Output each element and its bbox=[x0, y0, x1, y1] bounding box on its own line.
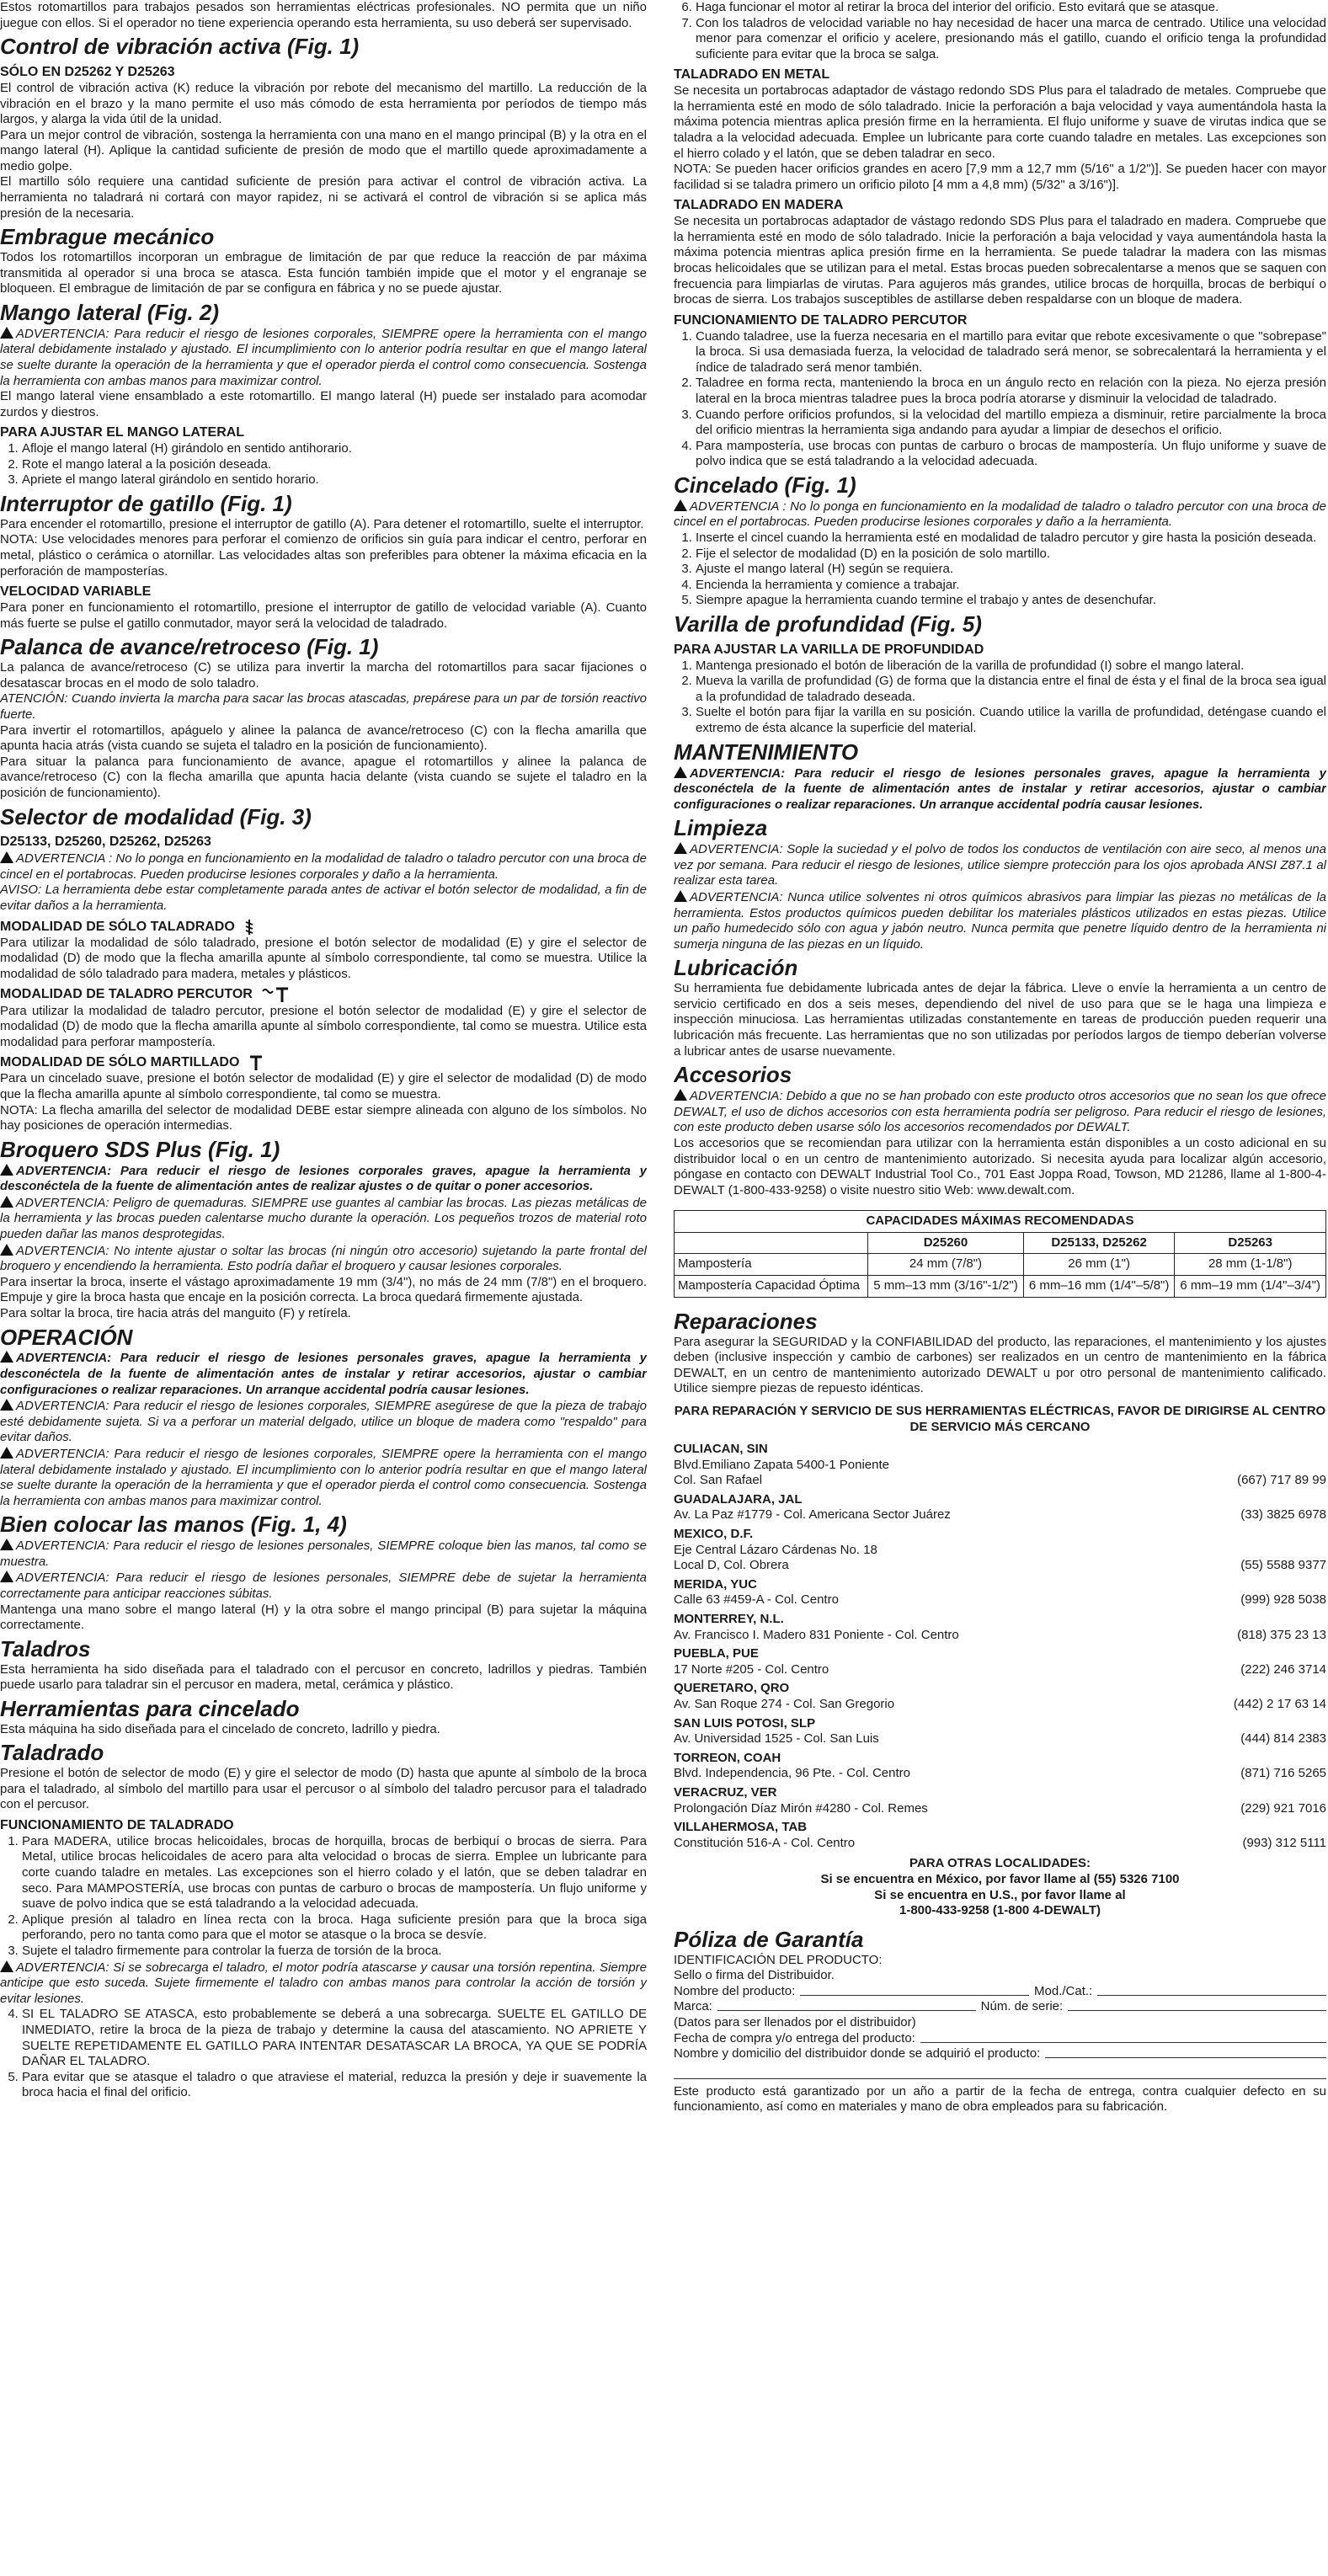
service-center-phone: (55) 5588 9377 bbox=[1240, 1558, 1326, 1573]
service-center-phone: (667) 717 89 99 bbox=[1237, 1473, 1326, 1488]
list-item: 3. Sujete el taladro firmemente para controlar la fuerza de torsión de la broca. bbox=[22, 1944, 647, 1960]
service-center-city: VILLAHERMOSA, TAB bbox=[674, 1820, 808, 1835]
capacity-table bbox=[674, 1210, 1326, 1297]
left-column bbox=[0, 0, 647, 2576]
service-center-address: Blvd. Independencia, 96 Pte. - Col. Centro bbox=[674, 1766, 911, 1781]
depth-rod-subtitle: PARA AJUSTAR LA VARILLA DE PROFUNDIDAD bbox=[674, 642, 984, 657]
list-item: 1. Para MADERA, utilice brocas helicoidales, brocas de horquilla, brocas de berbiquí o brocas de sierra. Para Metal, utilice brocas helicoidales de acero para alta velocidad o brocas de sierra. Emplee un lubricante para corte cuando taladre en metales. Las excepciones son el hierro colado y el latón, que se deben taladrar en seco. Para MAMPOSTERÍA, use brocas con puntas de carburo o brocas de mampostería. Un flujo uniforme y suave de polvo indica que se está taladrando a la velocidad adecuada. bbox=[22, 1834, 647, 1912]
right-column bbox=[674, 0, 1326, 2576]
service-center bbox=[674, 1681, 1326, 1712]
metal-p1: Se necesita un portabrocas adaptador de vástago redondo SDS Plus para el taladrado de metales. Compruebe que la herramienta esté en modo de sólo taladrado. Inicie la perforación a baja velocidad y vaya aumentándola hasta la máxima potencia mientras aplica presión firme en la herramienta. El flujo uniforme y suave de virutas indica que se taladra a la velocidad adecuada. Emplee un lubricante para corte cuando taladre en metales. Las excepciones son el hierro colado y el latón, que se deben taladrar en seco. bbox=[674, 83, 1326, 161]
warranty-footer: Este producto está garantizado por un año a partir de la fecha de entrega, contra cualquier defecto en su funcionamiento, así como en materiales y mano de obra empleados para su fabricación. bbox=[674, 2083, 1326, 2115]
service-center-phone: (222) 246 3714 bbox=[1240, 1661, 1326, 1677]
service-center-address: Local D, Col. Obrera bbox=[674, 1558, 789, 1573]
intro-paragraph: Estos rotomartillos para trabajos pesados son herramientas eléctricas profesionales. NO permita que un niño juegue con ellos. Si el operador no tiene experiencia operando esta herramienta, su uso deberá ser supervisado. bbox=[0, 0, 647, 30]
warning-icon bbox=[0, 1196, 13, 1208]
warning-icon bbox=[674, 842, 687, 854]
field-label: Nombre del producto: bbox=[674, 1983, 796, 1998]
service-center-address: Av. La Paz #1779 - Col. Americana Sector Juárez bbox=[674, 1507, 951, 1523]
drilling-subtitle: FUNCIONAMIENTO DE TALADRADO bbox=[0, 1818, 234, 1833]
side-handle-p1: El mango lateral viene ensamblado a este rotomartillo. El mango lateral (H) puede ser instalado para acomodar zurdos y diestros. bbox=[0, 389, 647, 419]
accessories-warning: ADVERTENCIA: Debido a que no se han probado con este producto otros accesorios que no sean los que ofrece DEWALT, el uso de dichos accesorios con esta herramienta podría ser peligroso. Para reducir el riesgo de lesiones, con este producto deben usarse sólo los accesorios recomendados por DEWALT. bbox=[674, 1089, 1326, 1135]
product-name-field[interactable] bbox=[800, 1984, 1029, 1996]
repairs-p1: Para asegurar la SEGURIDAD y la CONFIABILIDAD del producto, las reparaciones, el mantenimiento y los ajustes deben (inclusive inspección y cambio de carbones) ser realizados en un centro de mantenimiento en la fábrica DEWALT, en un centro de mantenimiento autorizado DEWALT u por otro personal de mantenimiento calificado. Utilice siempre piezas de repuesto idénticas. bbox=[674, 1334, 1326, 1396]
service-center bbox=[674, 1785, 1326, 1816]
service-center-city: MEXICO, D.F. bbox=[674, 1527, 754, 1542]
list-item: 1. Afloje el mango lateral (H) girándolo en sentido antihorario. bbox=[22, 441, 647, 457]
trigger-title: Interruptor de gatillo (Fig. 1) bbox=[0, 490, 292, 516]
warranty-note: (Datos para ser llenados por el distribuidor) bbox=[674, 2015, 916, 2029]
repairs-heading: PARA REPARACIÓN Y SERVICIO DE SUS HERRAMIENTAS ELÉCTRICAS, FAVOR DE DIRIGIRSE AL CENTRO DE SERVICIO MÁS CERCANO bbox=[674, 1403, 1326, 1434]
service-center-list bbox=[674, 1442, 1326, 1851]
service-center-address: 17 Norte #205 - Col. Centro bbox=[674, 1661, 829, 1677]
service-center-phone: (999) 928 5038 bbox=[1240, 1592, 1326, 1608]
list-item: 4. Encienda la herramienta y comience a trabajar. bbox=[696, 578, 1326, 594]
warning-icon bbox=[0, 1960, 13, 1972]
hammer-drill-op-title: FUNCIONAMIENTO DE TALADRO PERCUTOR bbox=[674, 312, 968, 328]
hands-p1: Mantenga una mano sobre el mango lateral (H) y la otra sobre el mango principal (B) para sujetar la máquina correctamente. bbox=[0, 1602, 647, 1633]
table-cell: 26 mm (1") bbox=[1023, 1254, 1175, 1276]
warning-icon bbox=[0, 851, 13, 863]
warning-icon bbox=[0, 1399, 13, 1411]
list-item: 3. Apriete el mango lateral girándolo en sentido horario. bbox=[22, 472, 647, 488]
table-cell: 5 mm–13 mm (3/16"-1/2") bbox=[868, 1276, 1024, 1298]
service-center-city: VERACRUZ, VER bbox=[674, 1784, 777, 1800]
cleaning-title: Limpieza bbox=[674, 815, 768, 841]
mode-note: NOTA: La flecha amarilla del selector de modalidad DEBE estar siempre alineada con alguno de los símbolos. No hay posiciones de operación intermedias. bbox=[0, 1102, 647, 1133]
other-us: Si se encuentra en U.S., por favor llame al bbox=[874, 1887, 1126, 1902]
chuck-insert: Para insertar la broca, inserte el vástago aproximadamente 19 mm (3/4"), no más de 24 mm (7/8") en el broquero. Empuje y gire la broca hasta que encaje en la posición correcta. La broca quedará firmemente ajustada. bbox=[0, 1274, 647, 1305]
table-cell: 6 mm–16 mm (1/4"–5/8") bbox=[1023, 1276, 1175, 1298]
distributor-field[interactable] bbox=[1045, 2046, 1326, 2058]
reverse-p2: Para invertir el rotomartillos, apáguelo y alinee la palanca de avance/retroceso (C) con la flecha amarilla que apunta hacia atrás (vista cuando se sujeta el taladro en la posición de funcionamiento). bbox=[0, 723, 647, 754]
drilling-steps-cont bbox=[22, 2007, 647, 2101]
drilling-title: Taladrado bbox=[0, 1740, 104, 1766]
operation-warning-1: ADVERTENCIA: Para reducir el riesgo de lesiones personales graves, apague la herramienta y desconéctela de la fuente de alimentación antes de instalar y retirar accesorios, ajustar o cambiar configuraciones o realizar reparaciones. Un arranque accidental podría causar lesiones. bbox=[0, 1351, 647, 1397]
drill-mode-title: MODALIDAD DE SÓLO TALADRADO bbox=[0, 919, 235, 934]
service-center-city: SAN LUIS POTOSI, SLP bbox=[674, 1715, 816, 1731]
warning-icon bbox=[0, 1539, 13, 1550]
list-item: 6. Haga funcionar el motor al retirar la broca del interior del orificio. Esto evitará que se atasque. bbox=[696, 0, 1326, 16]
chuck-warning-2: ADVERTENCIA: Peligro de quemaduras. SIEMPRE use guantes al cambiar las brocas. Las piezas metálicas de la herramienta y las brocas pueden calentarse mucho durante la operación. Los pequeños trozos de material roto pueden dañar las manos desprotegidas. bbox=[0, 1195, 647, 1241]
list-item: 2. Taladree en forma recta, manteniendo la broca en un ángulo recto en relación con la pieza. No ejerza presión lateral en la broca mientras taladree pues la broca podría atorarse y disminuir la velocidad de taladrado. bbox=[696, 376, 1326, 407]
list-item: 1. Cuando taladree, use la fuerza necesaria en el martillo para evitar que rebote excesivamente o que "sobrepase" la broca. Si usa demasiada fuerza, la velocidad de taladrado será menor, se sobrecalentará la herramienta y el índice de taladrado será menor también. bbox=[696, 329, 1326, 376]
chuck-title: Broquero SDS Plus (Fig. 1) bbox=[0, 1136, 280, 1162]
mode-warning: ADVERTENCIA : No lo ponga en funcionamiento en la modalidad de taladro o taladro percutor con una broca de cincel en el portabrocas. Pueden producirse lesiones corporales y daño a la herramienta. bbox=[0, 851, 647, 882]
list-item: 1. Mantenga presionado el botón de liberación de la varilla de profundidad (I) sobre el mango lateral. bbox=[696, 659, 1326, 675]
other-us-phone: 1-800-433-9258 (1-800 4-DEWALT) bbox=[899, 1903, 1101, 1918]
hammer-drill-steps bbox=[696, 329, 1326, 470]
service-center-address: Calle 63 #459-A - Col. Centro bbox=[674, 1592, 839, 1608]
chuck-warning-3: ADVERTENCIA: No intente ajustar o soltar las brocas (ni ningún otro accesorio) sujetando la parte frontal del broquero y encendiendo la herramienta. Esto podría dañar el broquero y causar lesiones corporales. bbox=[0, 1243, 647, 1274]
service-center bbox=[674, 1820, 1326, 1851]
reverse-caution: ATENCIÓN: Cuando invierta la marcha para sacar las brocas atascadas, prepárese para un par de torsión reactivo fuerte. bbox=[0, 691, 647, 722]
service-center bbox=[674, 1612, 1326, 1643]
table-row bbox=[675, 1254, 1326, 1276]
service-center-city: TORREON, COAH bbox=[674, 1750, 781, 1765]
service-center bbox=[674, 1492, 1326, 1523]
trigger-p1: Para encender el rotomartillo, presione el interruptor de gatillo (A). Para detener el rotomartillo, suelte el interruptor. bbox=[0, 516, 644, 531]
list-item: 5. Siempre apague la herramienta cuando termine el trabajo y antes de desenchufar. bbox=[696, 593, 1326, 609]
list-item: 2. Aplique presión al taladro en línea recta con la broca. Haga suficiente presión para que la broca siga perforando, pero no tanta como para que el motor se atasque o la broca se desvíe. bbox=[22, 1912, 647, 1944]
other-locations: PARA OTRAS LOCALIDADES: bbox=[909, 1856, 1091, 1871]
reverse-p1: La palanca de avance/retroceso (C) se utiliza para invertir la marcha del rotomartillos para sacar fijaciones o desatascar brocas en el modo de solo taladro. bbox=[0, 660, 647, 691]
service-center-address: Av. Universidad 1525 - Col. San Luis bbox=[674, 1731, 879, 1747]
drill-mode-p: Para utilizar la modalidad de sólo taladrado, presione el botón selector de modalidad (E) y gire el selector de modalidad (D) de modo que la flecha amarilla apunte al símbolo correspondiente, tal como se muestra. Utilice la modalidad de sólo taladrado para madera, metales y plásticos. bbox=[0, 935, 647, 981]
warning-icon bbox=[0, 327, 13, 339]
operation-title: OPERACIÓN bbox=[0, 1324, 133, 1350]
service-center-city: MERIDA, YUC bbox=[674, 1576, 757, 1592]
variable-speed-subtitle: VELOCIDAD VARIABLE bbox=[0, 584, 152, 600]
depth-rod-steps bbox=[696, 659, 1326, 737]
list-item: 5. Para evitar que se atasque el taladro o que atraviese el material, reduzca la presión y deje ir suavemente la broca hacia el final del orificio. bbox=[22, 2070, 647, 2101]
hammer-drill-mode-p: Para utilizar la modalidad de taladro percutor, presione el botón selector de modalidad (E) y gire el selector de modalidad (D) de modo que la flecha amarilla apunte al símbolo correspondiente, tal como se muestra. Utilice esta modalidad para perforar mampostería. bbox=[0, 1003, 647, 1049]
drill-bit-icon bbox=[243, 919, 255, 936]
field-label: Marca: bbox=[674, 1999, 712, 2014]
lubrication-p1: Su herramienta fue debidamente lubricada antes de dejar la fábrica. Lleve o envíe la herramienta a un centro de servicio certificado en dos a seis meses, dependiendo del nivel de uso para que se le haga una limpieza e inspección minuciosa. Las herramientas utilizadas constantemente en tareas de producción pueden requerir una lubricación más frecuente. Las herramientas que no son utilizadas por períodos largos de tiempo deberían volverse a lubricar antes de usarse nuevamente. bbox=[674, 981, 1326, 1059]
list-item: 1. Inserte el cincel cuando la herramienta esté en modalidad de taladro percutor y gire hasta la posición deseada. bbox=[696, 531, 1326, 547]
chiseling-steps bbox=[696, 531, 1326, 609]
service-center-phone: (871) 716 5265 bbox=[1240, 1766, 1326, 1781]
list-item: 2. Rote el mango lateral a la posición deseada. bbox=[22, 457, 647, 473]
table-header: D25133, D25262 bbox=[1023, 1232, 1175, 1254]
service-center bbox=[674, 1442, 1326, 1489]
service-center-phone: (818) 375 23 13 bbox=[1237, 1627, 1326, 1642]
warning-icon bbox=[0, 1571, 13, 1582]
list-item: 2. Mueva la varilla de profundidad (G) de forma que la distancia entre el final de ésta y el final de la broca sea igual a la profundidad de taladrado deseada. bbox=[696, 674, 1326, 705]
service-center bbox=[674, 1646, 1326, 1677]
chiseling-title: Cincelado (Fig. 1) bbox=[674, 472, 856, 498]
lubrication-title: Lubricación bbox=[674, 955, 798, 981]
service-center-address: Blvd.Emiliano Zapata 5400-1 Poniente bbox=[674, 1457, 889, 1472]
service-center-phone: (442) 2 17 63 14 bbox=[1233, 1697, 1326, 1712]
service-center-phone: (229) 921 7016 bbox=[1240, 1800, 1326, 1816]
purchase-date-field[interactable] bbox=[920, 2031, 1326, 2043]
hammer-drill-icon bbox=[261, 986, 290, 1003]
chisel-tools-title: Herramientas para cincelado bbox=[0, 1695, 300, 1721]
other-mexico: Si se encuentra en México, por favor llame al (55) 5326 7100 bbox=[820, 1871, 1180, 1886]
trigger-note: NOTA: Use velocidades menores para perforar el comienzo de orificios sin guía para indicar el centro, perforar en metal, plástico o cerámica o atornillar. Las velocidades altas son preferibles para obtener la máxima eficacia en la perforación de mamposterías. bbox=[0, 532, 647, 579]
drilling-warning: ADVERTENCIA: Si se sobrecarga el taladro, el motor podría atascarse y causar una torsión repentina. Siempre anticipe que esto suceda. Sujete firmemente el taladro con ambas manos para controlar la acción de torsión y evitar lesiones. bbox=[0, 1960, 647, 2006]
warning-icon bbox=[674, 766, 687, 778]
hammer-only-mode-p: Para un cincelado suave, presione el botón selector de modalidad (E) y gire el selector de modalidad (D) de modo que la flecha amarilla apunte al símbolo correspondiente, tal como se muestra. bbox=[0, 1071, 647, 1101]
warranty-title: Póliza de Garantía bbox=[674, 1926, 864, 1952]
clutch-p1: Todos los rotomartillos incorporan un embrague de limitación de par que reduce la reacción de par máxima transmitida al operador si una broca se atasca. Esta función también impide que el motor y el engranaje se bloqueen. El embrague de limitación de par se configura en fábrica y no se puede ajustar. bbox=[0, 250, 647, 296]
hands-warning-1: ADVERTENCIA: Para reducir el riesgo de lesiones personales, SIEMPRE coloque bien las manos, tal como se muestra. bbox=[0, 1539, 647, 1569]
service-center-city: GUADALAJARA, JAL bbox=[674, 1491, 803, 1507]
list-item: 4. Para mampostería, use brocas con puntas de carburo o brocas de mampostería. Un flujo uniforme y suave de polvo indica que se está taladrando a la velocidad adecuada. bbox=[696, 439, 1326, 470]
warning-icon bbox=[674, 499, 687, 511]
repairs-title: Reparaciones bbox=[674, 1308, 818, 1334]
warning-icon bbox=[0, 1447, 13, 1459]
service-center-phone: (33) 3825 6978 bbox=[1240, 1507, 1326, 1523]
field-label: Nombre y domicilio del distribuidor donde se adquirió el producto: bbox=[674, 2046, 1041, 2061]
list-item: 7. Con los taladros de velocidad variable no hay necesidad de hacer una marca de centrado. Utilice una velocidad menor para comenzar el orificio y acelere, presionando más el gatillo, cuando el orificio tenga la profundidad suficiente para evitar que la broca se salga. bbox=[696, 16, 1326, 63]
model-field[interactable] bbox=[1097, 1984, 1326, 1996]
warning-icon bbox=[0, 1164, 13, 1176]
service-center-city: MONTERREY, N.L. bbox=[674, 1612, 784, 1627]
reverse-title: Palanca de avance/retroceso (Fig. 1) bbox=[0, 634, 379, 660]
warning-icon bbox=[0, 1244, 13, 1256]
operation-warning-3: ADVERTENCIA: Para reducir el riesgo de lesiones corporales, SIEMPRE opere la herramienta con el mango lateral debidamente instalado y ajustado. El incumplimiento con lo anterior podría resultar en que el mango lateral se suelte durante la operación de la herramienta y que el operador pierda el control como consecuencia. Sostenga la herramienta con ambas manos para maximizar control. bbox=[0, 1447, 647, 1508]
drilling-p1: Presione el botón de selector de modo (E) y gire el selector de modo (D) hasta que apunte al símbolo de la broca para el taladrado, al símbolo del martillo para usar el percusor o al símbolo del taladro percusor para el taladrado con el percusor. bbox=[0, 1766, 647, 1812]
chisel-tools-p1: Esta máquina ha sido diseñada para el cincelado de concreto, ladrillo y piedra. bbox=[0, 1721, 440, 1736]
vibration-p2: Para un mejor control de vibración, sostenga la herramienta con una mano en el mango principal (B) y la otra en el mango lateral (H). Aplique la cantidad suficiente de presión de modo que el martillo quede aproximadamente a medio golpe. bbox=[0, 127, 647, 173]
drilling-steps bbox=[22, 1834, 647, 1960]
vibration-p1: El control de vibración activa (K) reduce la vibración por rebote del mecanismo del martillo. La reducción de la vibración en el brazo y la mano permite el uso más cómodo de esta herramienta por períodos de tiempo más largos, y alarga la vida útil de la unidad. bbox=[0, 80, 647, 127]
maintenance-warning: ADVERTENCIA: Para reducir el riesgo de lesiones personales graves, apague la herramienta y desconéctela de la fuente de alimentación antes de instalar y retirar accesorios, ajustar o cambiar configuraciones o realizar reparaciones. Un arranque accidental podría causar lesiones. bbox=[674, 765, 1326, 812]
metal-note: NOTA: Se pueden hacer orificios grandes en acero [7,9 mm a 12,7 mm (5/16" a 1/2")]. Se pueden hacer con mayor facilidad si se taladra primero un orificio piloto [4 mm a 4,8 mm) (5/32" a 3/16")]. bbox=[674, 162, 1326, 192]
wood-title: TALADRADO EN MADERA bbox=[674, 198, 844, 213]
depth-rod-title: Varilla de profundidad (Fig. 5) bbox=[674, 611, 982, 637]
list-item: 3. Cuando perfore orificios profundos, si la velocidad del martillo empieza a disminuir, retire parcialmente la broca del orificio mientras la herramienta siga andando para ayudar a limpiar de desechos el orificio. bbox=[696, 408, 1326, 439]
warranty-id: IDENTIFICACIÓN DEL PRODUCTO: bbox=[674, 1952, 883, 1967]
service-center-address: Constitución 516-A - Col. Centro bbox=[674, 1835, 856, 1850]
mode-selector-models: D25133, D25260, D25262, D25263 bbox=[0, 835, 211, 850]
service-center-city: CULIACAN, SIN bbox=[674, 1442, 768, 1457]
metal-title: TALADRADO EN METAL bbox=[674, 67, 830, 83]
warranty-seal: Sello o firma del Distribuidor. bbox=[674, 1968, 835, 1983]
hammer-only-mode-title: MODALIDAD DE SÓLO MARTILLADO bbox=[0, 1055, 240, 1070]
serial-field[interactable] bbox=[1068, 1999, 1326, 2011]
side-handle-subtitle: PARA AJUSTAR EL MANGO LATERAL bbox=[0, 425, 245, 440]
reverse-p3: Para situar la palanca para funcionamiento de avance, apague el rotomartillos y alinee la palanca de avance/retroceso (C) con la flecha amarilla que apunta hacia delante (vista cuando se sujete el taladro en la posición de funcionamiento). bbox=[0, 754, 647, 800]
table-cell: Mampostería Capacidad Óptima bbox=[675, 1276, 868, 1298]
chiseling-warning: ADVERTENCIA : No lo ponga en funcionamiento en la modalidad de taladro o taladro percutor con una broca de cincel en el portabrocas. Pueden producirse lesiones corporales y daño a la herramienta. bbox=[674, 499, 1326, 530]
drilling-steps-cont-2 bbox=[696, 0, 1326, 62]
side-handle-steps bbox=[22, 441, 647, 488]
maintenance-title: MANTENIMIENTO bbox=[674, 739, 859, 765]
field-label: Mod./Cat.: bbox=[1034, 1983, 1093, 1998]
distributor-field-2[interactable] bbox=[674, 2067, 1326, 2079]
service-center bbox=[674, 1751, 1326, 1782]
service-center-phone: (993) 312 5111 bbox=[1242, 1835, 1326, 1850]
service-center-address: Eje Central Lázaro Cárdenas No. 18 bbox=[674, 1542, 877, 1557]
service-center-address: Prolongación Díaz Mirón #4280 - Col. Remes bbox=[674, 1800, 928, 1816]
drills-p1: Esta herramienta ha sido diseñada para el taladrado con el percusor en concreto, ladrillos y piedras. También puede usarlo para taladrar sin el percusor en madera, metal, cerámica y plástico. bbox=[0, 1661, 647, 1693]
brand-field[interactable] bbox=[717, 1999, 976, 2011]
service-center bbox=[674, 1577, 1326, 1608]
warning-icon bbox=[674, 890, 687, 902]
table-cell: Mampostería bbox=[675, 1254, 868, 1276]
service-center bbox=[674, 1527, 1326, 1574]
hands-warning-2: ADVERTENCIA: Para reducir el riesgo de lesiones personales, SIEMPRE debe de sujetar la herramienta correctamente para anticipar reacciones súbitas. bbox=[0, 1571, 647, 1602]
service-center-phone: (444) 814 2383 bbox=[1240, 1731, 1326, 1747]
hammer-drill-mode-title: MODALIDAD DE TALADRO PERCUTOR bbox=[0, 987, 253, 1002]
list-item: 4. SI EL TALADRO SE ATASCA, esto probablemente se deberá a una sobrecarga. SUELTE EL GATILLO DE INMEDIATO, retire la broca de la pieza de trabajo y determine la causa del atascamiento. NO APRIETE Y SUELTE REPETIDAMENTE EL GATILLO PARA INTENTAR DESATASCAR LA BROCA, YA QUE SE PODRÍA DAÑAR EL TALADRO. bbox=[22, 2007, 647, 2069]
drills-title: Taladros bbox=[0, 1635, 91, 1661]
table-header: D25263 bbox=[1175, 1232, 1326, 1254]
list-item: 2. Fije el selector de modalidad (D) en la posición de solo martillo. bbox=[696, 547, 1326, 563]
table-cell: 6 mm–19 mm (1/4"–3/4") bbox=[1175, 1276, 1326, 1298]
table-header: D25260 bbox=[868, 1232, 1024, 1254]
hammer-icon bbox=[248, 1054, 264, 1071]
clutch-title: Embrague mecánico bbox=[0, 224, 215, 250]
capacity-table-title: CAPACIDADES MÁXIMAS RECOMENDADAS bbox=[675, 1211, 1326, 1233]
side-handle-title: Mango lateral (Fig. 2) bbox=[0, 299, 220, 325]
vibration-p3: El martillo sólo requiere una cantidad suficiente de presión para activar el control de vibración activa. La herramienta no taladrará ni cortará con mayor rapidez, ni se activará el control de vibración si se aplica más presión de la necesaria. bbox=[0, 174, 647, 221]
wood-p1: Se necesita un portabrocas adaptador de vástago redondo SDS Plus para el taladrado en madera. Compruebe que la herramienta esté en modo de sólo taladrado. Inicie la perforación a baja velocidad y vaya aumentándola hasta la máxima potencia mientras aplica presión firme en la herramienta. Se puede taladrar la madera con las mismas brocas helicoidales que se utilizan para el metal. Estas brocas pueden sobrecalentarse a menos que se saquen con frecuencia para limpiarlas de virutas. Para agujeros más grandes, utilice brocas de horquilla, brocas de berbiquí o brocas de sierra. Los trabajos susceptibles de astillarse deben respaldarse con un bloque de madera. bbox=[674, 214, 1326, 307]
accessories-title: Accesorios bbox=[674, 1062, 792, 1088]
mode-selector-title: Selector de modalidad (Fig. 3) bbox=[0, 803, 312, 829]
mode-notice: AVISO: La herramienta debe estar completamente parada antes de activar el botón selector de modalidad, a fin de evitar daños a la herramienta. bbox=[0, 883, 647, 913]
trigger-p2: Para poner en funcionamiento el rotomartillo, presione el interruptor de gatillo de velocidad variable (A). Cuanto más fuerte se pulse el gatillo conmutador, mayor será la velocidad de taladrado. bbox=[0, 600, 647, 631]
chuck-release: Para soltar la broca, tire hacia atrás del manguito (F) y retírela. bbox=[0, 1305, 351, 1320]
table-cell: 24 mm (7/8") bbox=[868, 1254, 1024, 1276]
service-center-address: Av. San Roque 274 - Col. San Gregorio bbox=[674, 1697, 895, 1712]
list-item: 3. Ajuste el mango lateral (H) según se requiera. bbox=[696, 562, 1326, 578]
cleaning-warning-2: ADVERTENCIA: Nunca utilice solventes ni otros químicos abrasivos para limpiar las piezas no metálicas de la herramienta. Estos productos químicos pueden debilitar los materiales plásticos utilizados en estas piezas. Utilice un paño humedecido sólo con agua y jabón neutro. Nunca permita que penetre líquido dentro de la herramienta ni sumerja ninguna de las piezas en un líquido. bbox=[674, 890, 1326, 952]
service-center bbox=[674, 1716, 1326, 1747]
warning-icon bbox=[674, 1089, 687, 1101]
cleaning-warning-1: ADVERTENCIA: Sople la suciedad y el polvo de todos los conductos de ventilación con aire seco, al menos una vez por semana. Para reducir el riesgo de lesiones, utilice siempre protección para los ojos aprobada ANSI Z87.1 al realizar esta tarea. bbox=[674, 842, 1326, 888]
vibration-title: Control de vibración activa (Fig. 1) bbox=[0, 34, 360, 60]
service-center-address: Av. Francisco I. Madero 831 Poniente - Col. Centro bbox=[674, 1627, 959, 1642]
hands-title: Bien colocar las manos (Fig. 1, 4) bbox=[0, 1512, 347, 1538]
list-item: 3. Suelte el botón para fijar la varilla en su posición. Cuando utilice la varilla de profundidad, deténgase cuando el extremo de ésta alcance la superficie del material. bbox=[696, 705, 1326, 736]
field-label: Núm. de serie: bbox=[980, 1999, 1064, 2014]
service-center-address: Col. San Rafael bbox=[674, 1473, 763, 1488]
warning-icon bbox=[0, 1351, 13, 1363]
service-center-city: PUEBLA, PUE bbox=[674, 1646, 759, 1661]
chuck-warning-1: ADVERTENCIA: Para reducir el riesgo de lesiones corporales graves, apague la herramienta y desconéctela de la fuente de alimentación antes de realizar ajustes o de quitar o poner accesorios. bbox=[0, 1163, 647, 1194]
field-label: Fecha de compra y/o entrega del producto: bbox=[674, 2030, 915, 2045]
vibration-subtitle: SÓLO EN D25262 Y D25263 bbox=[0, 65, 175, 80]
accessories-p1: Los accesorios que se recomiendan para utilizar con la herramienta están disponibles a un costo adicional en su distribuidor local o en un centro de mantenimiento autorizado. Si necesita ayuda para localizar algún accesorio, póngase en contacto con DEWALT Industrial Tool Co., 701 East Joppa Road, Towson, MD 21286, llame al 1-800-4-DEWALT (1-800-433-9258) o visite nuestro sitio Web: www.dewalt.com. bbox=[674, 1135, 1326, 1197]
service-center-city: QUERETARO, QRO bbox=[674, 1681, 790, 1696]
table-header bbox=[675, 1232, 868, 1254]
operation-warning-2: ADVERTENCIA: Para reducir el riesgo de lesiones corporales, SIEMPRE asegúrese de que la pieza de trabajo esté debidamente sujeta. Si va a perforar un material delgado, utilice un bloque de madera como "respaldo" para evitar daños. bbox=[0, 1399, 647, 1445]
table-row bbox=[675, 1276, 1326, 1298]
table-cell: 28 mm (1-1/8") bbox=[1175, 1254, 1326, 1276]
side-handle-warning: ADVERTENCIA: Para reducir el riesgo de lesiones corporales, SIEMPRE opere la herramienta con el mango lateral debidamente instalado y ajustado. El incumplimiento con lo anterior podría resultar en que el mango lateral se suelte durante la operación de la herramienta y que el operador pierda el control como consecuencia. Sostenga la herramienta con ambas manos para maximizar control. bbox=[0, 326, 647, 388]
